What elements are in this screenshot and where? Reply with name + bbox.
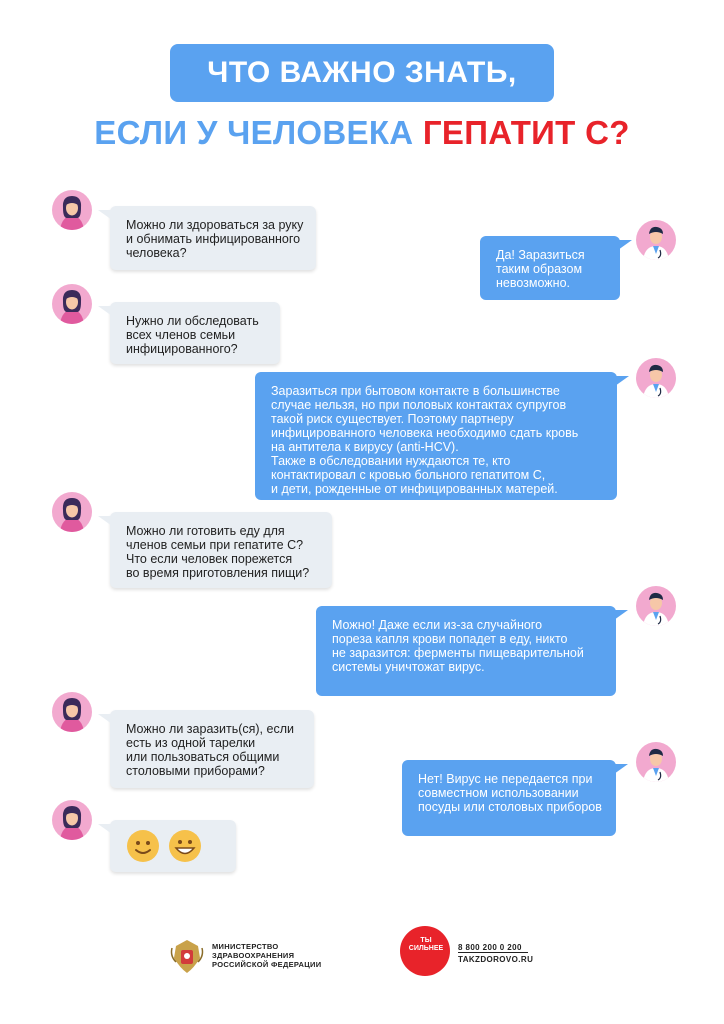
patient-avatar [52,492,92,532]
smiling-face-icon [126,829,160,863]
ministry-name: МИНИСТЕРСТВО ЗДРАВООХРАНЕНИЯ РОССИЙСКОЙ ФЕДЕРАЦИИ [212,942,322,969]
question-bubble [110,206,316,270]
takzdorovo-logo [400,926,540,978]
question-bubble [110,512,332,588]
patient-avatar [52,190,92,230]
question-bubble [110,710,314,788]
doctor-icon [636,742,676,782]
hotline-phone: 8 800 200 0 200 [458,943,522,952]
doctor-icon [636,586,676,626]
page-title: ЧТО ВАЖНО ЗНАТЬ, [207,56,517,89]
ministry-logo [168,936,338,976]
answer-bubble [480,236,620,300]
patient-avatar [52,284,92,324]
logo-text: ТЫ СИЛЬНЕЕ [408,937,444,952]
doctor-avatar [636,586,676,626]
answer-text: Да! Заразиться таким образом невозможно. [496,248,585,290]
question-text: Можно ли здороваться за руку и обнимать инфицированного человека? [126,218,304,260]
woman-icon [52,284,92,324]
woman-icon [52,800,92,840]
doctor-avatar [636,358,676,398]
woman-icon [52,190,92,230]
answer-bubble [255,372,617,500]
divider [458,952,528,953]
answer-text: Нет! Вирус не передается при совместном использовании посуды или столовых приборов [418,772,602,814]
woman-icon [52,492,92,532]
coat-of-arms-icon [168,936,206,976]
question-bubble [110,302,280,364]
question-text: Можно ли готовить еду для членов семьи при гепатите С? Что если человек порежется во время приготовления пищи? [126,524,310,580]
question-text: Можно ли заразить(ся), если есть из одной тарелки или пользоваться общими столовыми приборами? [126,722,294,778]
grinning-face-icon [168,829,202,863]
page-subtitle [0,114,724,152]
question-text: Нужно ли обследовать всех членов семьи инфицированного? [126,314,259,356]
answer-bubble [316,606,616,696]
answer-bubble [402,760,616,836]
patient-avatar [52,692,92,732]
emoji-bubble [110,820,236,872]
answer-text: Можно! Даже если из-за случайного пореза капля крови попадет в еду, никто не заразится: ферменты пищеварительной системы уничтожат вирус. [332,618,584,674]
website-link[interactable]: TAKZDOROVO.RU [458,955,534,964]
title-badge [170,44,554,102]
woman-icon [52,692,92,732]
doctor-avatar [636,742,676,782]
doctor-icon [636,358,676,398]
doctor-avatar [636,220,676,260]
answer-text: Заразиться при бытовом контакте в большинстве случае нельзя, но при половых контактах супругов такой риск существует. Поэтому партнеру инфицированного человека необходимо сдать кровь на антитела к вирусу (anti-HCV). Также в обследовании нуждаются те, кто контактировал с кровью больного гепатитом С, и дети, рожденные от инфицированных матерей. [271,384,579,496]
subtitle-red: ГЕПАТИТ С? [422,114,630,151]
subtitle-blue: ЕСЛИ У ЧЕЛОВЕКА [94,114,414,151]
doctor-icon [636,220,676,260]
patient-avatar [52,800,92,840]
